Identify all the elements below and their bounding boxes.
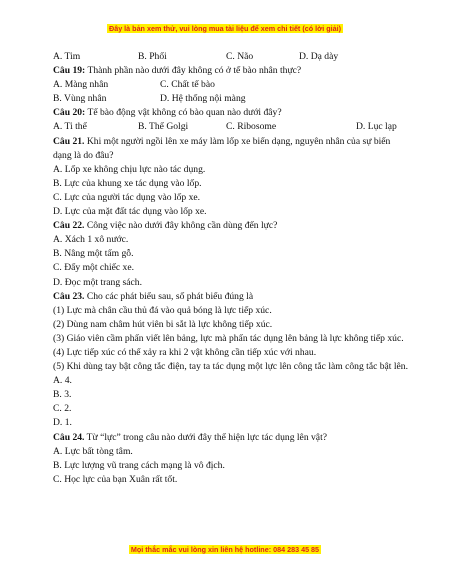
- hotline-contact-text: Mọi thắc mắc vui lòng xin liên hệ hotline: 084 283 45 85: [130, 545, 320, 554]
- q19-options-row1: [53, 78, 408, 92]
- q23-option-a: A. 4.: [53, 375, 72, 387]
- q23-statement-1: (1) Lực mà chân cầu thủ đá vào quả bóng là lực tiếp xúc.: [53, 304, 272, 316]
- question-19: [53, 64, 408, 78]
- q19-option-d: D. Hệ thống nội màng: [160, 93, 246, 105]
- q20-options: [53, 120, 408, 134]
- q18-options: [53, 50, 408, 64]
- q20-option-d: D. Lục lạp: [356, 121, 397, 133]
- question-21-number: Câu 21.: [53, 135, 85, 147]
- preview-notice-banner: [0, 24, 450, 34]
- question-24-text: Từ “lực” trong câu nào dưới đây thể hiện lực tác dụng lên vật?: [84, 431, 327, 443]
- question-20-text: Tế bào động vật không có bào quan nào dưới đây?: [85, 107, 282, 119]
- q20-option-c: C. Ribosome: [226, 121, 277, 133]
- question-19-number: Câu 19:: [53, 65, 86, 77]
- q18-option-d: D. Dạ dày: [299, 51, 339, 62]
- q18-option-b: B. Phổi: [138, 51, 167, 62]
- q24-option-b: B. Lực lượng vũ trang cách mạng là vô địch.: [53, 459, 225, 471]
- q23-statement-5: (5) Khi dùng tay bật công tắc điện, tay ta tác dụng một lực lên công tắc làm công tắc bật lên.: [53, 361, 408, 373]
- preview-notice-text: Đây là bản xem thử, vui lòng mua tài liệu để xem chi tiết (có lời giải): [109, 24, 341, 33]
- q23-option-d: D. 1.: [53, 417, 72, 429]
- q23-option-c: C. 2.: [53, 403, 72, 415]
- q21-option-b: B. Lực của khung xe tác dụng vào lốp.: [53, 177, 202, 189]
- q20-option-b: B. Thể Golgi: [138, 121, 189, 133]
- question-20-number: Câu 20:: [53, 107, 86, 119]
- q20-option-a: A. Ti thể: [53, 121, 87, 133]
- hotline-contact-banner: [0, 545, 450, 555]
- question-24: [53, 431, 408, 445]
- question-22: [53, 219, 408, 233]
- q24-option-a: A. Lực bất tòng tâm.: [53, 445, 133, 457]
- question-21-text: Khi một người ngồi lên xe máy làm lốp xe biến dạng, nguyên nhân của sự biến dạng là do đâu?: [53, 135, 391, 161]
- question-24-number: Câu 24.: [53, 431, 85, 443]
- question-22-text: Công việc nào dưới đây không cần dùng đến lực?: [84, 220, 278, 232]
- q24-option-c: C. Học lực của bạn Xuân rất tốt.: [53, 473, 178, 485]
- q21-option-d: D. Lực của mặt đất tác dụng vào lốp xe.: [53, 206, 207, 218]
- q23-statement-4: (4) Lực tiếp xúc có thể xảy ra khi 2 vật không cần tiếp xúc với nhau.: [53, 346, 317, 358]
- question-23-text: Cho các phát biểu sau, số phát biểu đúng là: [84, 290, 254, 302]
- question-20: [53, 106, 408, 120]
- question-19-text: Thành phần nào dưới đây không có ở tế bào nhân thực?: [85, 65, 302, 77]
- q22-option-b: B. Nâng một tấm gỗ.: [53, 248, 134, 260]
- q18-option-a: A. Tim: [53, 51, 81, 62]
- q23-option-b: B. 3.: [53, 389, 72, 401]
- q23-statement-2: (2) Dùng nam châm hút viên bi sắt là lực không tiếp xúc.: [53, 318, 273, 330]
- q23-statement-3: (3) Giáo viên cầm phấn viết lên bảng, lực mà phấn tác dụng lên bảng là lực không tiếp xúc.: [53, 332, 404, 344]
- question-22-number: Câu 22.: [53, 220, 85, 232]
- question-21: [53, 135, 408, 163]
- q19-option-a: A. Màng nhân: [53, 79, 109, 91]
- q21-option-a: A. Lốp xe không chịu lực nào tác dụng.: [53, 163, 206, 175]
- document-body: [53, 50, 408, 487]
- q22-option-c: C. Đẩy một chiếc xe.: [53, 262, 134, 274]
- q22-option-a: A. Xách 1 xô nước.: [53, 234, 129, 246]
- q19-option-c: C. Chất tế bào: [160, 79, 215, 91]
- question-23: [53, 290, 408, 304]
- q22-option-d: D. Đọc một trang sách.: [53, 276, 142, 288]
- q21-option-c: C. Lực của người tác dụng vào lốp xe.: [53, 191, 201, 203]
- q19-options-row2: [53, 92, 408, 106]
- q18-option-c: C. Não: [226, 51, 254, 62]
- q19-option-b: B. Vùng nhân: [53, 93, 107, 105]
- question-23-number: Câu 23.: [53, 290, 85, 302]
